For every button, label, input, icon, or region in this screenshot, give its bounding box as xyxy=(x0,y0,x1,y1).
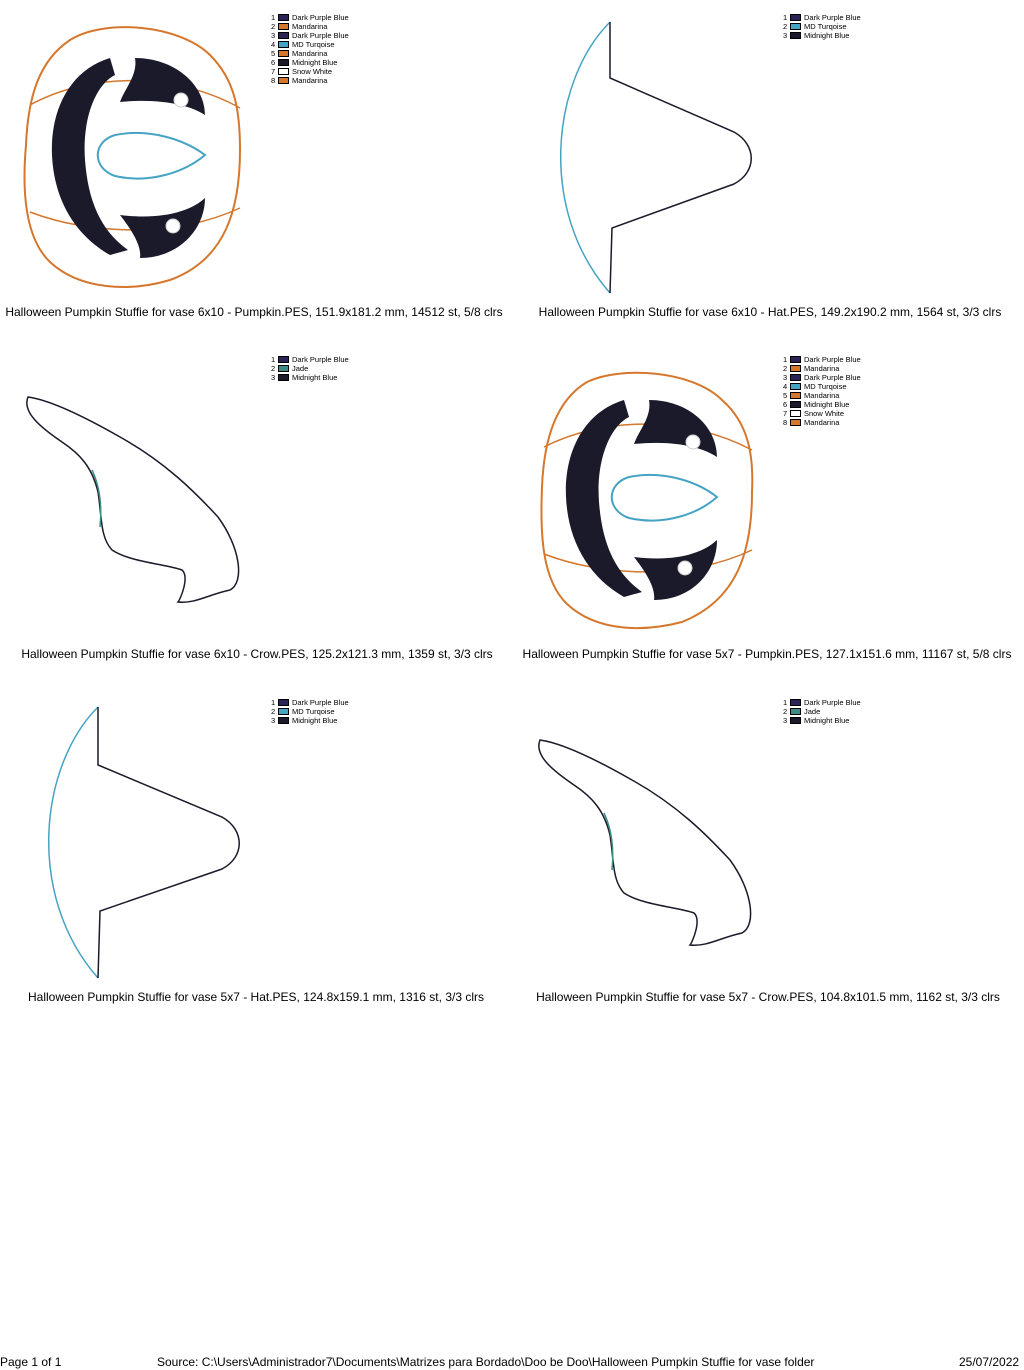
swatch xyxy=(790,717,801,724)
design-crow-6x10 xyxy=(0,342,512,642)
swatch xyxy=(278,23,289,30)
hat-outline xyxy=(98,707,239,978)
legend-row: 2 Jade xyxy=(271,364,309,373)
pumpkin-mouth xyxy=(98,133,205,179)
legend-row: 7 Snow White xyxy=(783,409,845,418)
legend-row: 8 Mandarina xyxy=(783,418,840,427)
swatch xyxy=(278,41,289,48)
pumpkin-6x10-artwork xyxy=(0,0,260,300)
design-caption: Halloween Pumpkin Stuffie for vase 5x7 - Pumpkin.PES, 127.1x151.6 mm, 11167 st, 5/8 clrs xyxy=(522,647,1012,661)
legend-row: 1 Dark Purple Blue xyxy=(783,698,861,707)
swatch xyxy=(790,374,801,381)
source-path: Source: C:\Users\Administrador7\Documents\Matrizes para Bordado\Doo be Doo\Halloween Pumpkin Stuffie for vase folder xyxy=(157,1355,815,1369)
legend-row: 4 MD Turqoise xyxy=(271,40,335,49)
thread-legend xyxy=(271,698,349,725)
pumpkin-top-eye xyxy=(120,58,205,115)
legend-row: 3 Midnight Blue xyxy=(271,716,338,725)
legend-row: 2 Mandarina xyxy=(783,364,840,373)
legend-row: 5 Mandarina xyxy=(783,391,840,400)
swatch xyxy=(278,32,289,39)
page-number: Page 1 of 1 xyxy=(0,1355,62,1369)
swatch xyxy=(790,14,801,21)
hat-5x7-artwork xyxy=(0,685,260,985)
pumpkin-top-dot xyxy=(686,435,700,449)
thread-legend xyxy=(271,355,349,382)
pumpkin-bottom-dot xyxy=(678,561,692,575)
swatch xyxy=(278,708,289,715)
swatch xyxy=(278,374,289,381)
design-hat-5x7 xyxy=(0,685,512,985)
legend-row: 6 Midnight Blue xyxy=(271,58,338,67)
legend-row: 2 Jade xyxy=(783,707,821,716)
legend-row: 2 MD Turqoise xyxy=(271,707,335,716)
swatch xyxy=(790,708,801,715)
swatch xyxy=(278,77,289,84)
legend-row: 1 Dark Purple Blue xyxy=(271,13,349,22)
design-crow-5x7 xyxy=(512,685,1024,985)
swatch xyxy=(790,23,801,30)
swatch xyxy=(790,699,801,706)
swatch xyxy=(790,356,801,363)
legend-row: 6 Midnight Blue xyxy=(783,400,850,409)
design-caption: Halloween Pumpkin Stuffie for vase 5x7 - Hat.PES, 124.8x159.1 mm, 1316 st, 3/3 clrs xyxy=(27,990,484,1004)
legend-row: 1 Dark Purple Blue xyxy=(783,13,861,22)
swatch xyxy=(790,365,801,372)
pumpkin-top-dot xyxy=(174,93,188,107)
hat-6x10-artwork xyxy=(512,0,772,300)
legend-row: 3 Midnight Blue xyxy=(783,716,850,725)
legend-row: 8 Mandarina xyxy=(271,76,328,85)
pumpkin-5x7-artwork xyxy=(512,342,772,642)
legend-row: 7 Snow White xyxy=(271,67,333,76)
pumpkin-mouth xyxy=(612,475,717,521)
swatch xyxy=(278,68,289,75)
legend-row: 1 Dark Purple Blue xyxy=(271,698,349,707)
print-date: 25/07/2022 xyxy=(959,1355,1020,1369)
swatch xyxy=(790,392,801,399)
pumpkin-top-eye xyxy=(634,400,717,457)
legend-row: 1 Dark Purple Blue xyxy=(271,355,349,364)
legend-row: 4 MD Turqoise xyxy=(783,382,847,391)
swatch xyxy=(278,365,289,372)
design-caption: Halloween Pumpkin Stuffie for vase 5x7 - Crow.PES, 104.8x101.5 mm, 1162 st, 3/3 clrs xyxy=(536,990,1000,1004)
swatch xyxy=(278,356,289,363)
legend-row: 3 Dark Purple Blue xyxy=(271,31,349,40)
pumpkin-bottom-eye xyxy=(120,198,205,258)
thread-legend xyxy=(783,698,861,725)
swatch xyxy=(278,699,289,706)
hat-brim-edge xyxy=(561,22,610,293)
swatch xyxy=(790,419,801,426)
legend-row: 3 Midnight Blue xyxy=(783,31,850,40)
legend-row: 3 Midnight Blue xyxy=(271,373,338,382)
pumpkin-bottom-dot xyxy=(166,219,180,233)
crow-6x10-artwork xyxy=(0,342,260,642)
swatch xyxy=(790,410,801,417)
swatch xyxy=(790,401,801,408)
design-caption: Halloween Pumpkin Stuffie for vase 6x10 - Hat.PES, 149.2x190.2 mm, 1564 st, 3/3 clrs xyxy=(538,305,1002,319)
design-pumpkin-6x10 xyxy=(0,0,512,300)
pumpkin-bottom-eye xyxy=(634,540,717,600)
swatch xyxy=(790,32,801,39)
thread-legend xyxy=(271,13,349,85)
swatch xyxy=(278,50,289,57)
hat-brim-edge xyxy=(49,707,98,978)
crow-outline xyxy=(27,397,239,602)
thread-legend xyxy=(783,13,861,40)
design-caption: Halloween Pumpkin Stuffie for vase 6x10 - Pumpkin.PES, 151.9x181.2 mm, 14512 st, 5/8 clrs xyxy=(5,305,503,319)
swatch xyxy=(278,14,289,21)
crow-outline xyxy=(539,740,751,945)
legend-row: 5 Mandarina xyxy=(271,49,328,58)
hat-outline xyxy=(610,22,751,293)
swatch xyxy=(278,59,289,66)
design-pumpkin-5x7 xyxy=(512,342,1024,642)
legend-row: 2 MD Turqoise xyxy=(783,22,847,31)
design-caption: Halloween Pumpkin Stuffie for vase 6x10 - Crow.PES, 125.2x121.3 mm, 1359 st, 3/3 clrs xyxy=(21,647,493,661)
legend-row: 2 Mandarina xyxy=(271,22,328,31)
thread-legend xyxy=(783,355,861,427)
design-hat-6x10 xyxy=(512,0,1024,300)
legend-row: 1 Dark Purple Blue xyxy=(783,355,861,364)
crow-5x7-artwork xyxy=(512,685,772,985)
swatch xyxy=(278,717,289,724)
swatch xyxy=(790,383,801,390)
legend-row: 3 Dark Purple Blue xyxy=(783,373,861,382)
